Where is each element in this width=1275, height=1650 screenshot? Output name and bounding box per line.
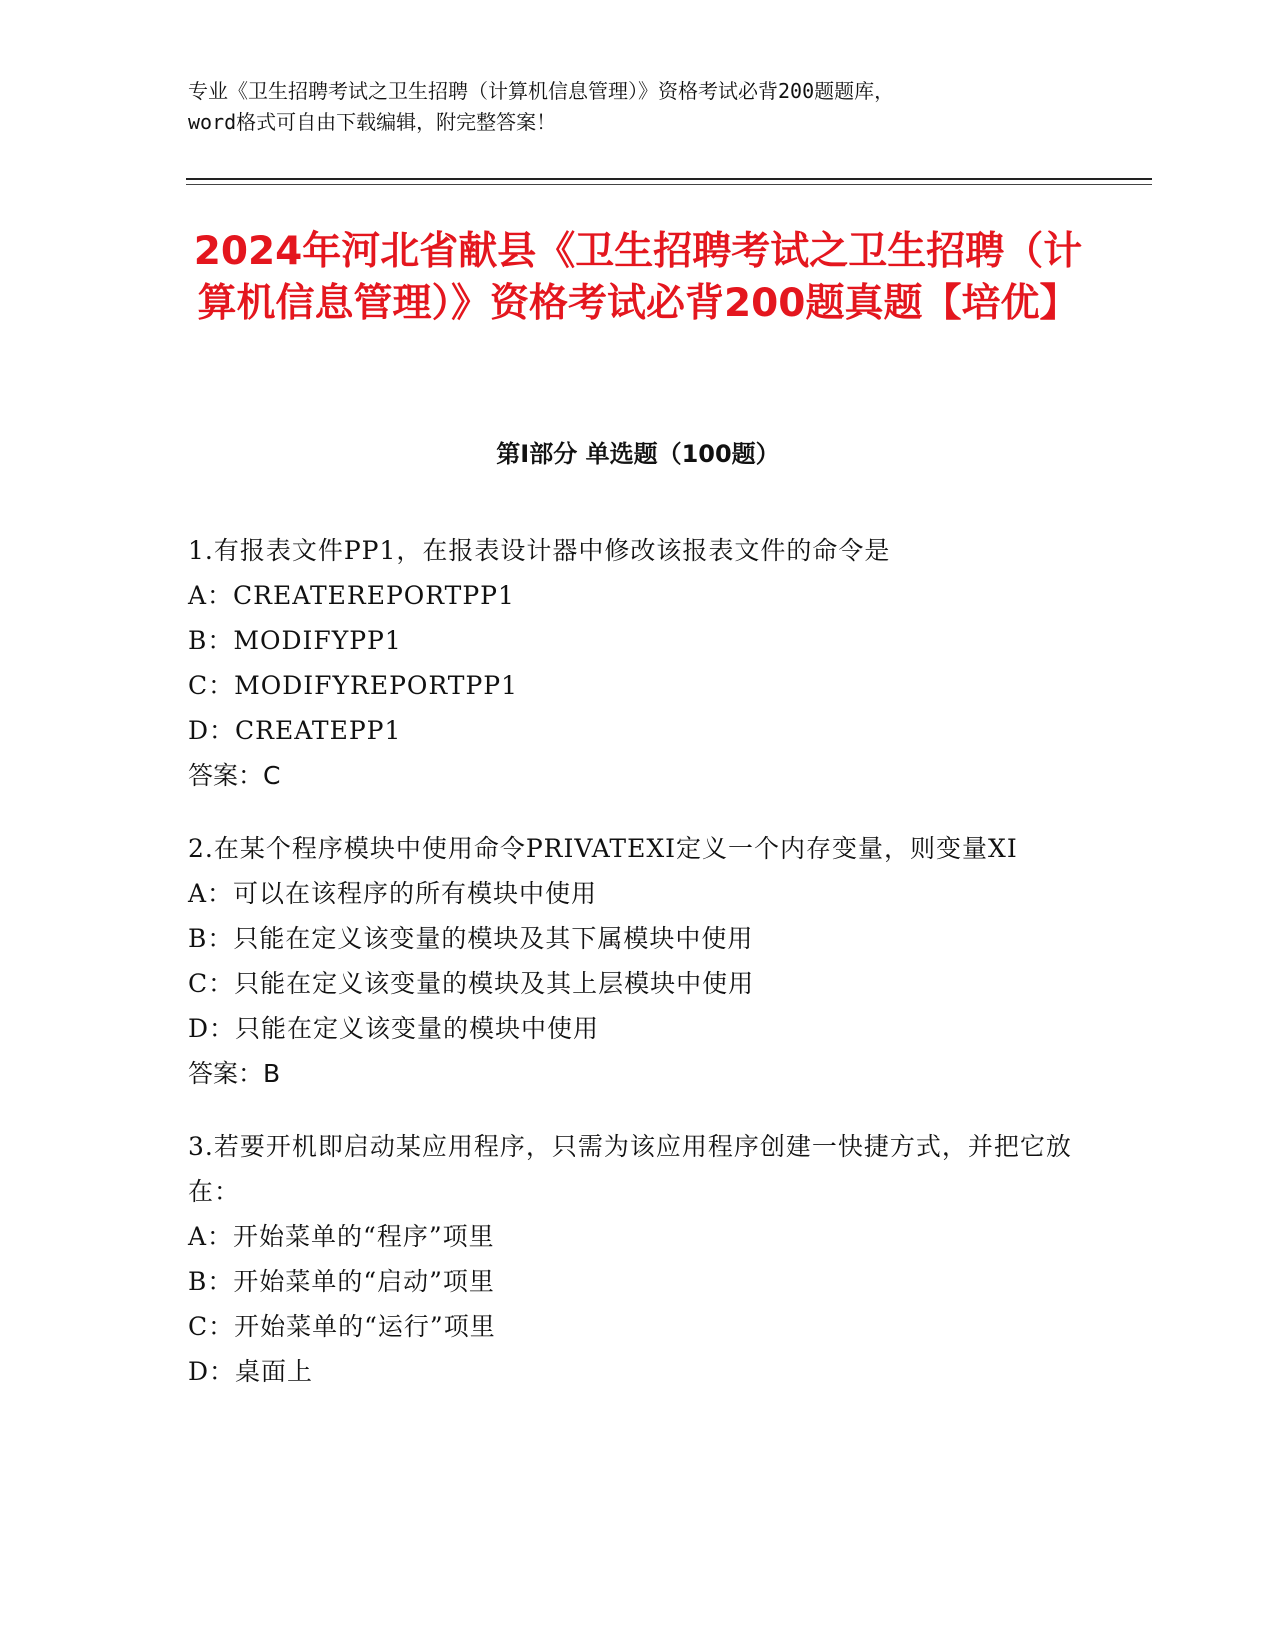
option-a: A：可以在该程序的所有模块中使用 bbox=[188, 879, 598, 908]
document-header bbox=[188, 76, 1088, 138]
option-a: A：开始菜单的“程序”项里 bbox=[188, 1222, 495, 1251]
option-c: C：只能在定义该变量的模块及其上层模块中使用 bbox=[188, 969, 755, 998]
question-stem: 3.若要开机即启动某应用程序，只需为该应用程序创建一快捷方式，并把它放在： bbox=[188, 1132, 1072, 1206]
header-rule-thin bbox=[186, 184, 1152, 185]
option-d: D：桌面上 bbox=[188, 1357, 314, 1386]
option-b: B：只能在定义该变量的模块及其下属模块中使用 bbox=[188, 924, 754, 953]
question-3 bbox=[188, 1124, 1088, 1394]
header-line-2: word格式可自由下载编辑，附完整答案！ bbox=[188, 110, 557, 134]
option-d: D：CREATEPP1 bbox=[188, 716, 402, 745]
question-stem: 2.在某个程序模块中使用命令PRIVATEXI定义一个内存变量，则变量XI bbox=[188, 834, 1018, 863]
option-b: B：开始菜单的“启动”项里 bbox=[188, 1267, 495, 1296]
document-title: 2024年河北省献县《卫生招聘考试之卫生招聘（计算机信息管理）》资格考试必背200题真题【培优】 bbox=[193, 229, 1083, 326]
option-d: D：只能在定义该变量的模块中使用 bbox=[188, 1014, 600, 1043]
section-heading: 第I部分 单选题（100题） bbox=[496, 440, 780, 468]
question-2 bbox=[188, 826, 1088, 1096]
option-a: A：CREATEREPORTPP1 bbox=[188, 581, 515, 610]
option-b: B：MODIFYPP1 bbox=[188, 626, 402, 655]
question-stem: 1.有报表文件PP1，在报表设计器中修改该报表文件的命令是 bbox=[188, 536, 891, 565]
header-line-1: 专业《卫生招聘考试之卫生招聘（计算机信息管理）》资格考试必背200题题库， bbox=[188, 79, 895, 103]
answer: 答案：B bbox=[188, 1059, 281, 1088]
question-1 bbox=[188, 528, 1088, 798]
answer: 答案：C bbox=[188, 761, 281, 790]
question-list bbox=[188, 528, 1088, 1422]
option-c: C：开始菜单的“运行”项里 bbox=[188, 1312, 496, 1341]
header-rule-thick bbox=[186, 178, 1152, 180]
option-c: C：MODIFYREPORTPP1 bbox=[188, 671, 518, 700]
